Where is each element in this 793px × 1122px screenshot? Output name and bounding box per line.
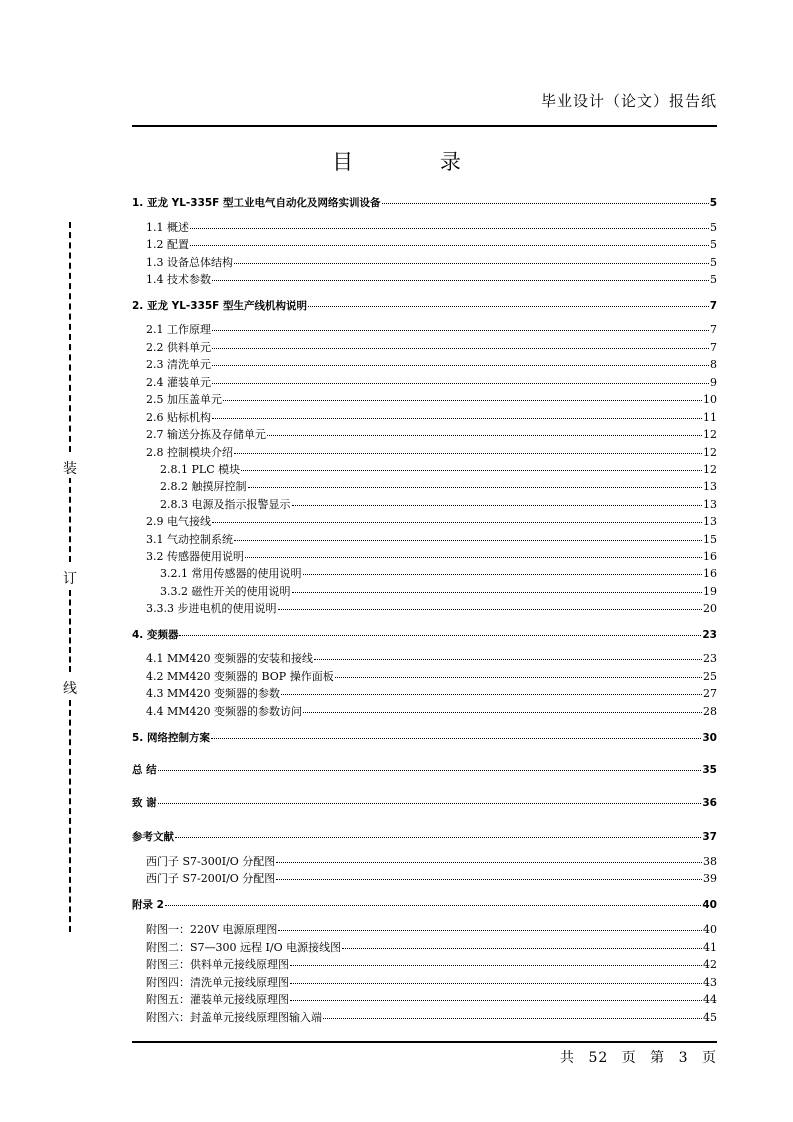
toc-entry-page: 40 (703, 923, 717, 936)
binding-dashed-line (69, 590, 71, 672)
toc-entry-page: 44 (703, 993, 717, 1006)
toc-entry (146, 872, 717, 886)
toc-leader-dots (308, 306, 709, 307)
toc-leader-dots (158, 770, 702, 771)
toc-leader-dots (335, 677, 702, 678)
toc-leader-dots (290, 965, 702, 966)
toc-leader-dots (342, 948, 702, 949)
toc-entry-label: 4.4 MM420 变频器的参数访问 (146, 705, 303, 718)
toc-entry-page: 16 (703, 567, 717, 580)
binding-char: 装 (60, 458, 80, 478)
toc-leader-dots (248, 487, 703, 488)
toc-entry (160, 498, 717, 512)
toc-entry (146, 446, 717, 460)
toc-entry-page: 12 (703, 428, 717, 441)
toc-leader-dots (212, 348, 709, 349)
toc-entry-label: 西门子 S7-200I/O 分配图 (146, 872, 276, 885)
toc-entry-page: 12 (703, 446, 717, 459)
toc-leader-dots (234, 263, 709, 264)
toc-entry (146, 428, 717, 442)
binding-char: 订 (60, 568, 80, 588)
toc-entry-page: 9 (710, 376, 717, 389)
toc-entry-label: 3.3.2 磁性开关的使用说明 (160, 585, 291, 598)
toc-leader-dots (212, 365, 709, 366)
toc-leader-dots (382, 203, 709, 204)
toc-entry-page: 39 (703, 872, 717, 885)
toc-title: 目 录 (332, 150, 501, 174)
toc-entry-page: 41 (703, 941, 717, 954)
toc-entry-label: 参考文献 (132, 831, 174, 843)
toc-entry-label: 2.3 清洗单元 (146, 358, 211, 371)
toc-leader-dots (158, 803, 702, 804)
toc-entry (146, 533, 717, 547)
toc-leader-dots (165, 905, 701, 906)
toc-entry (146, 221, 717, 235)
toc-entry (146, 323, 717, 337)
toc-entry-label: 2. 亚龙 YL-335F 型生产线机构说明 (132, 300, 308, 312)
toc-leader-dots (190, 245, 709, 246)
toc-entry-page: 20 (703, 602, 717, 615)
toc-entry-label: 3.2 传感器使用说明 (146, 550, 244, 563)
toc-entry-page: 11 (703, 411, 717, 424)
toc-entry (146, 602, 717, 616)
toc-entry-label: 2.6 贴标机构 (146, 411, 211, 424)
toc-leader-dots (292, 592, 703, 593)
toc-entry-page: 23 (703, 652, 717, 665)
toc-entry-label: 2.8.2 触摸屏控制 (160, 480, 247, 493)
toc-leader-dots (211, 738, 701, 739)
toc-entry-label: 附图一：220V 电源原理图 (146, 923, 278, 936)
toc-leader-dots (303, 574, 703, 575)
toc-entry-label: 2.2 供料单元 (146, 341, 211, 354)
binding-margin (60, 222, 80, 932)
toc-entry (146, 1011, 717, 1025)
toc-entry (160, 585, 717, 599)
binding-dashed-line (69, 477, 71, 562)
toc-leader-dots (190, 228, 709, 229)
toc-entry-page: 43 (703, 976, 717, 989)
toc-entry (146, 273, 717, 287)
toc-entry-label: 1. 亚龙 YL-335F 型工业电气自动化及网络实训设备 (132, 197, 381, 209)
toc-entry-label: 2.9 电气接线 (146, 515, 211, 528)
toc-entry-page: 40 (702, 899, 717, 911)
toc-leader-dots (292, 505, 703, 506)
toc-entry-page: 38 (703, 855, 717, 868)
toc-entry (146, 941, 717, 955)
toc-entry (146, 515, 717, 529)
toc-leader-dots (212, 330, 709, 331)
toc-entry-page: 5 (710, 238, 717, 251)
toc-leader-dots (234, 453, 702, 454)
toc-entry-label: 2.4 灌装单元 (146, 376, 211, 389)
toc-entry-page: 42 (703, 958, 717, 971)
toc-entry-label: 附录 2 (132, 899, 164, 911)
toc-entry-label: 附图五：灌装单元接线原理图 (146, 993, 289, 1006)
page-footer: 共 52 页 第 3 页 (560, 1050, 717, 1066)
toc-leader-dots (241, 470, 702, 471)
toc-entry-label: 4.2 MM420 变频器的 BOP 操作面板 (146, 670, 334, 683)
toc-entry-page: 5 (709, 197, 717, 209)
footer-rule (132, 1041, 717, 1043)
binding-dashed-line (69, 700, 71, 932)
toc-entry (160, 567, 717, 581)
toc-entry (146, 855, 717, 869)
toc-leader-dots (290, 1000, 702, 1001)
toc-entry-label: 4.3 MM420 变频器的参数 (146, 687, 281, 700)
toc-entry-label: 4. 变频器 (132, 629, 179, 641)
toc-entry-label: 附图四：清洗单元接线原理图 (146, 976, 289, 989)
toc-entry-page: 8 (710, 358, 717, 371)
toc-entry (146, 687, 717, 701)
toc-entry-page: 7 (710, 341, 717, 354)
toc-entry-label: 1.4 技术参数 (146, 273, 211, 286)
toc-entry (132, 196, 717, 210)
toc-entry-label: 致 谢 (132, 797, 157, 809)
toc-entry (160, 463, 717, 477)
toc-entry-page: 28 (703, 705, 717, 718)
toc-entry (146, 376, 717, 390)
toc-entry-label: 2.1 工作原理 (146, 323, 211, 336)
toc-entry-label: 附图六：封盖单元接线原理图输入端 (146, 1011, 322, 1024)
toc-leader-dots (276, 879, 702, 880)
toc-entry-label: 2.8 控制模块介绍 (146, 446, 233, 459)
toc-leader-dots (223, 400, 702, 401)
toc-leader-dots (212, 418, 702, 419)
toc-entry (146, 550, 717, 564)
toc-entry-page: 10 (703, 393, 717, 406)
toc-entry-label: 2.7 输送分拣及存储单元 (146, 428, 266, 441)
toc-entry (132, 898, 717, 912)
toc-leader-dots (212, 280, 709, 281)
toc-leader-dots (323, 1018, 702, 1019)
toc-leader-dots (314, 659, 702, 660)
toc-entry (132, 830, 717, 844)
toc-entry-label: 2.8.1 PLC 模块 (160, 463, 241, 476)
toc-entry (146, 238, 717, 252)
toc-entry (146, 358, 717, 372)
toc-entry-label: 西门子 S7-300I/O 分配图 (146, 855, 276, 868)
toc-entry-page: 5 (710, 256, 717, 269)
toc-entry-label: 1.1 概述 (146, 221, 189, 234)
toc-entry-page: 19 (703, 585, 717, 598)
toc-entry (146, 341, 717, 355)
header-rule (132, 125, 717, 127)
toc-leader-dots (278, 609, 703, 610)
toc-entry-page: 13 (703, 515, 717, 528)
binding-dashed-line (69, 222, 71, 452)
toc-leader-dots (212, 522, 702, 523)
toc-entry-page: 7 (710, 323, 717, 336)
toc-leader-dots (234, 540, 702, 541)
toc-entry-label: 2.8.3 电源及指示报警显示 (160, 498, 291, 511)
toc-entry-label: 附图三：供料单元接线原理图 (146, 958, 289, 971)
toc-entry-label: 1.2 配置 (146, 238, 189, 251)
toc-entry (146, 958, 717, 972)
toc-entry-page: 37 (702, 831, 717, 843)
toc-entry-page: 30 (702, 732, 717, 744)
toc-leader-dots (290, 983, 702, 984)
toc-entry-label: 4.1 MM420 变频器的安装和接线 (146, 652, 314, 665)
toc-entry (132, 628, 717, 642)
toc-entry (132, 796, 717, 810)
toc-entry (146, 993, 717, 1007)
toc-entry (146, 411, 717, 425)
toc-entry (146, 393, 717, 407)
toc-entry (160, 480, 717, 494)
toc-entry (132, 299, 717, 313)
toc-leader-dots (175, 837, 701, 838)
toc-entry-page: 13 (703, 480, 717, 493)
toc-entry-label: 总 结 (132, 764, 157, 776)
toc-entry (146, 976, 717, 990)
toc-entry (146, 923, 717, 937)
toc-entry-label: 5. 网络控制方案 (132, 732, 210, 744)
toc-entry-label: 1.3 设备总体结构 (146, 256, 233, 269)
toc-entry-page: 5 (710, 273, 717, 286)
toc-entry (146, 652, 717, 666)
toc-entry-page: 16 (703, 550, 717, 563)
toc-entry-page: 45 (703, 1011, 717, 1024)
toc-entry (146, 670, 717, 684)
toc-leader-dots (179, 635, 701, 636)
toc-entry-label: 3.2.1 常用传感器的使用说明 (160, 567, 302, 580)
toc-entry-page: 25 (703, 670, 717, 683)
toc-entry-page: 15 (703, 533, 717, 546)
toc-leader-dots (303, 712, 702, 713)
toc-entry-page: 35 (702, 764, 717, 776)
toc-entry-page: 7 (709, 300, 717, 312)
toc-leader-dots (276, 862, 702, 863)
toc-entry (132, 763, 717, 777)
toc-leader-dots (267, 435, 702, 436)
toc-entry-page: 23 (702, 629, 717, 641)
toc-entry (146, 256, 717, 270)
toc-leader-dots (281, 694, 702, 695)
toc-entry (132, 731, 717, 745)
toc-leader-dots (278, 930, 702, 931)
toc-entry-page: 12 (703, 463, 717, 476)
toc-leader-dots (245, 557, 702, 558)
binding-char: 线 (60, 678, 80, 698)
header-title: 毕业设计（论文）报告纸 (540, 92, 717, 110)
toc-entry (146, 705, 717, 719)
toc-entry-page: 36 (702, 797, 717, 809)
toc-entry-page: 27 (703, 687, 717, 700)
toc-entry-page: 5 (710, 221, 717, 234)
toc-entry-label: 2.5 加压盖单元 (146, 393, 222, 406)
toc-entry-page: 13 (703, 498, 717, 511)
toc-entry-label: 附图二：S7—300 远程 I/O 电源接线图 (146, 941, 342, 954)
toc-entry-label: 3.1 气动控制系统 (146, 533, 233, 546)
toc-entry-label: 3.3.3 步进电机的使用说明 (146, 602, 277, 615)
toc-leader-dots (212, 383, 709, 384)
